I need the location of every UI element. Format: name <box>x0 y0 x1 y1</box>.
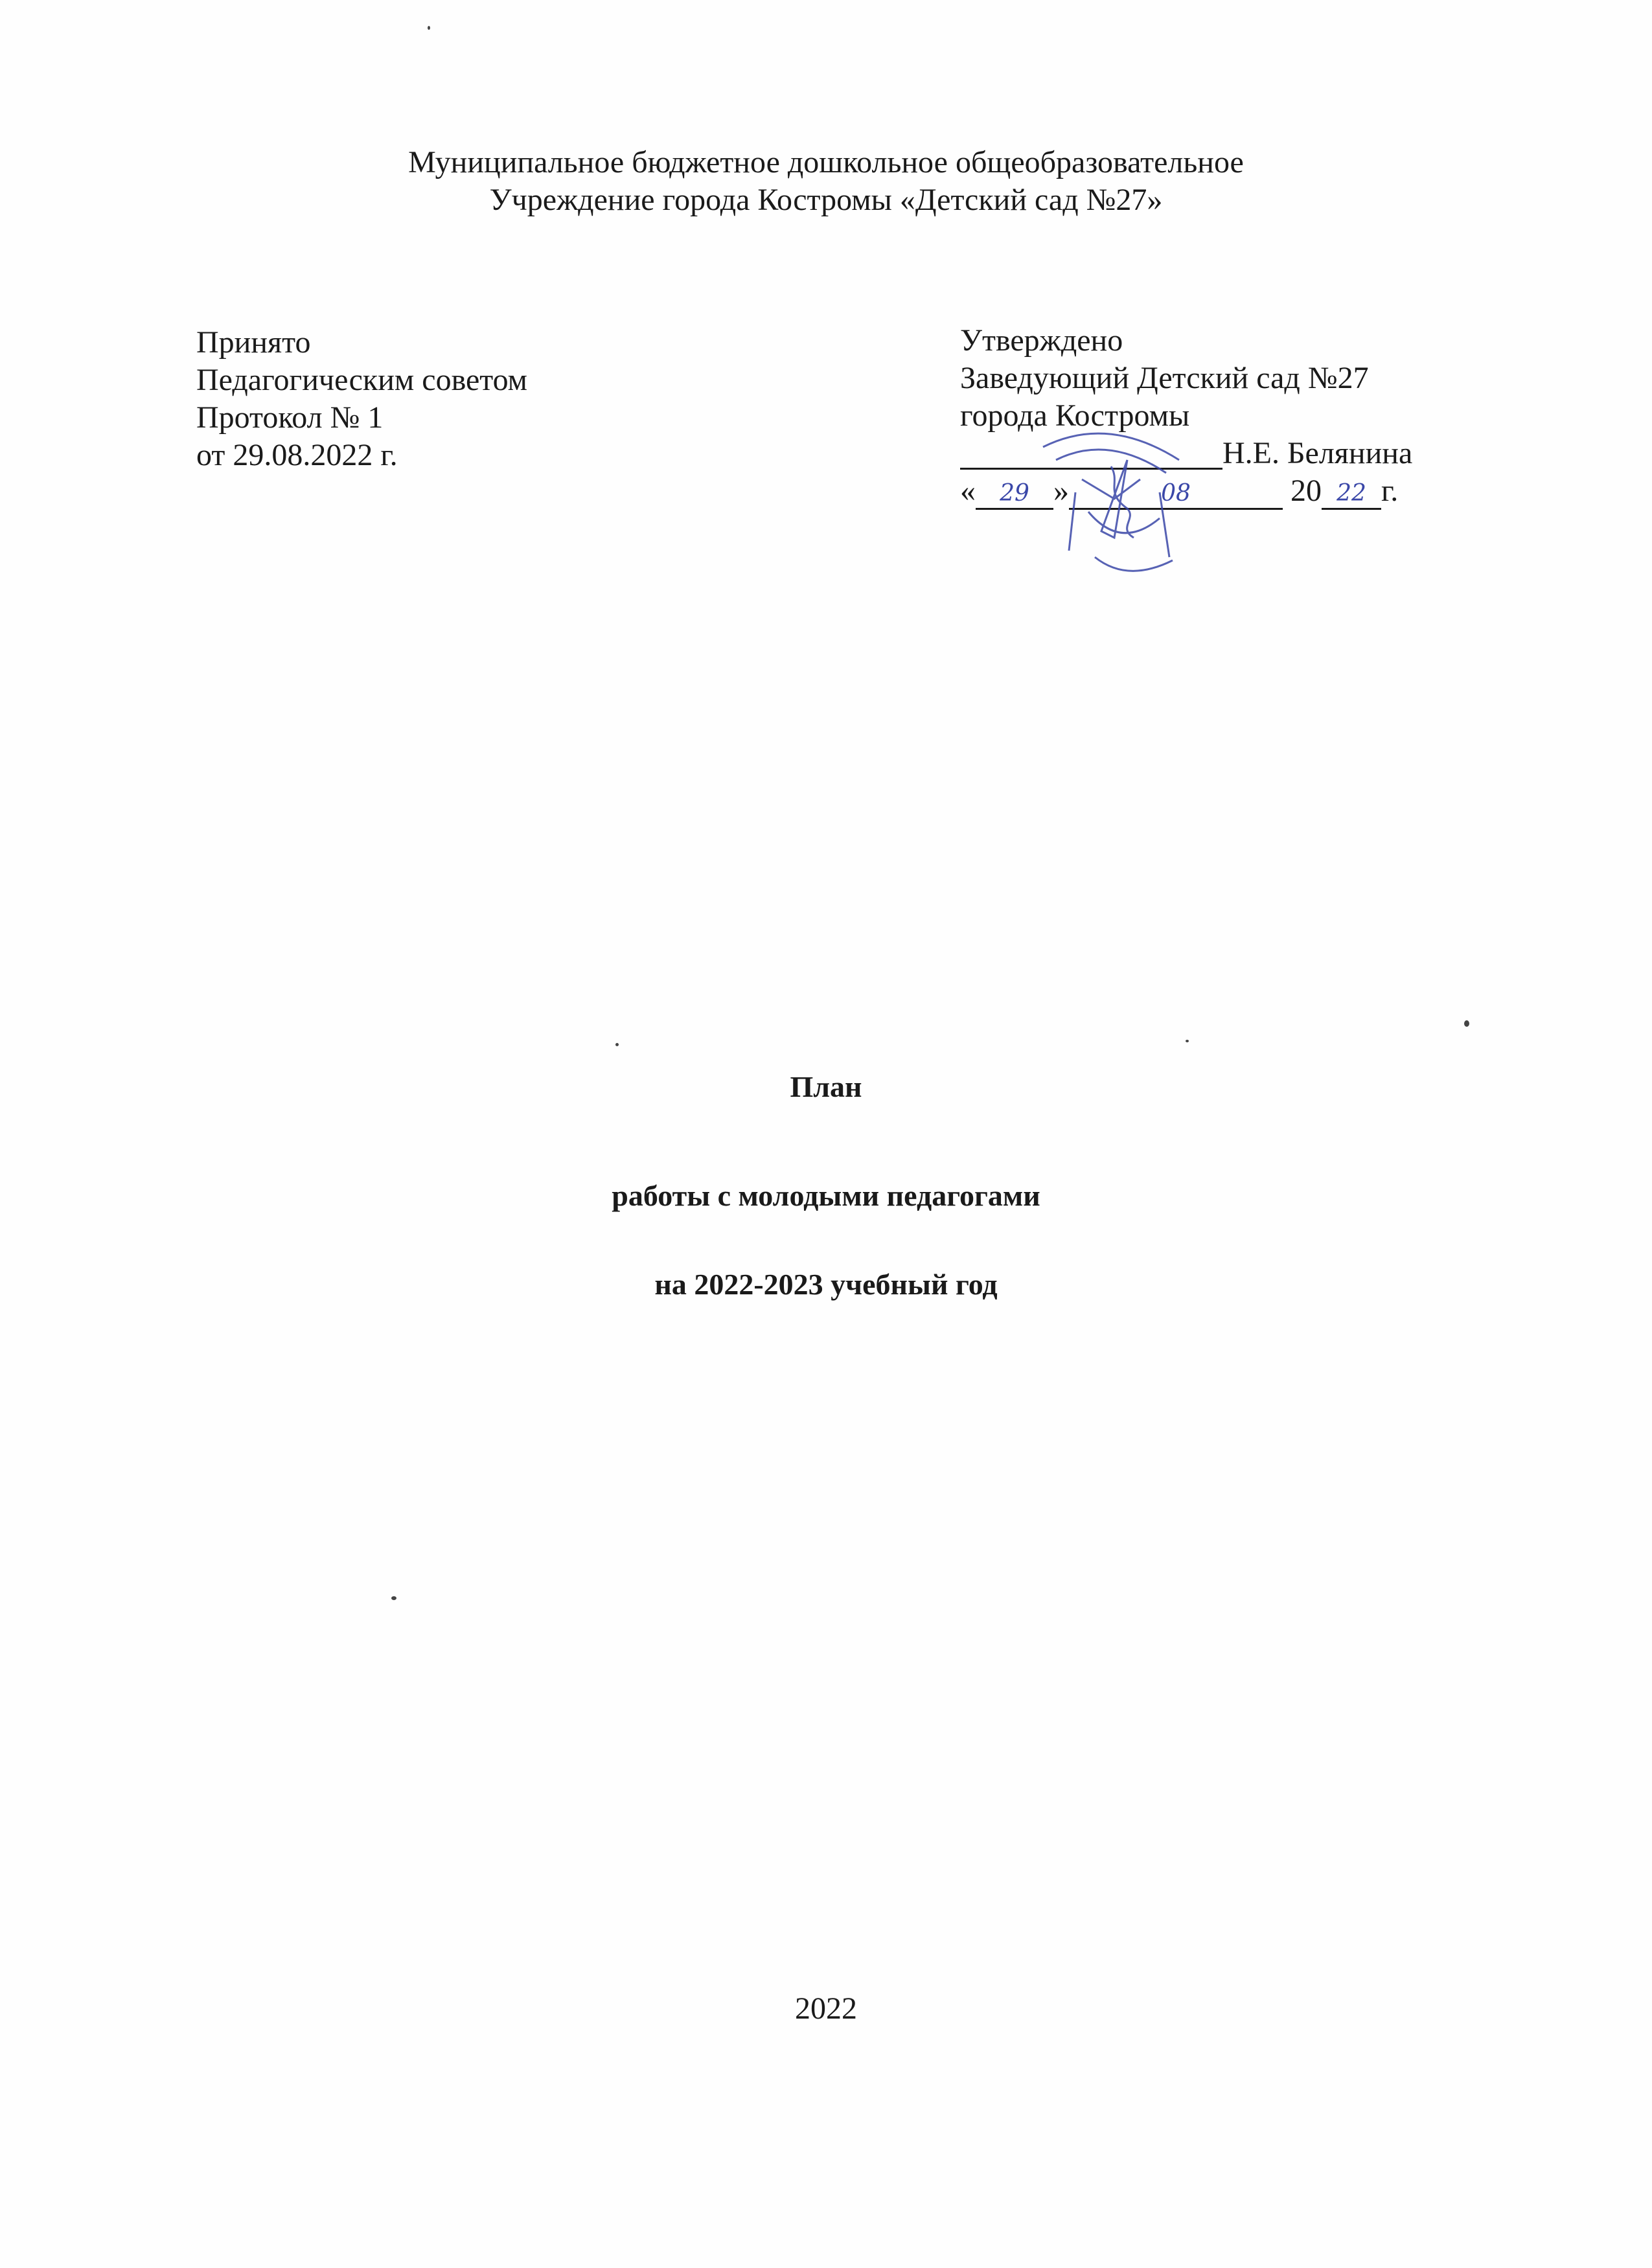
approved-position: Заведующий Детский сад №27 <box>960 361 1369 395</box>
accepted-label: Принято <box>196 325 311 360</box>
signatory-name: Н.Е. Белянина <box>1222 436 1413 470</box>
year-prefix: 20 <box>1291 474 1322 508</box>
plan-title: План <box>790 1070 862 1103</box>
organization-name-line-1: Муниципальное бюджетное дошкольное общеобразовательное <box>408 145 1244 179</box>
document-year: 2022 <box>795 1991 857 2026</box>
approved-label: Утверждено <box>960 323 1123 358</box>
organization-header <box>0 144 1652 219</box>
scan-speck <box>391 1596 396 1600</box>
quote-open: « <box>960 474 976 508</box>
approval-month: 08 <box>1069 479 1283 510</box>
approval-day: 29 <box>976 479 1053 510</box>
year-unit: г. <box>1381 474 1399 508</box>
plan-subtitle: работы с молодыми педагогами <box>612 1179 1040 1212</box>
scan-speck <box>615 1043 619 1046</box>
scan-speck <box>428 26 430 30</box>
scan-speck <box>1464 1020 1469 1027</box>
accepted-block <box>196 324 527 474</box>
accepted-council: Педагогическим советом <box>196 363 528 397</box>
approval-year-suffix: 22 <box>1322 479 1381 510</box>
plan-period: на 2022-2023 учебный год <box>654 1268 998 1301</box>
organization-name-line-2: Учреждение города Костромы «Детский сад №27» <box>489 183 1163 217</box>
approved-city: города Костромы <box>960 398 1190 433</box>
accepted-date: от 29.08.2022 г. <box>196 438 398 472</box>
quote-close: » <box>1053 474 1069 508</box>
scan-speck <box>1186 1040 1189 1042</box>
accepted-protocol: Протокол № 1 <box>196 400 384 435</box>
official-stamp <box>1030 421 1199 590</box>
